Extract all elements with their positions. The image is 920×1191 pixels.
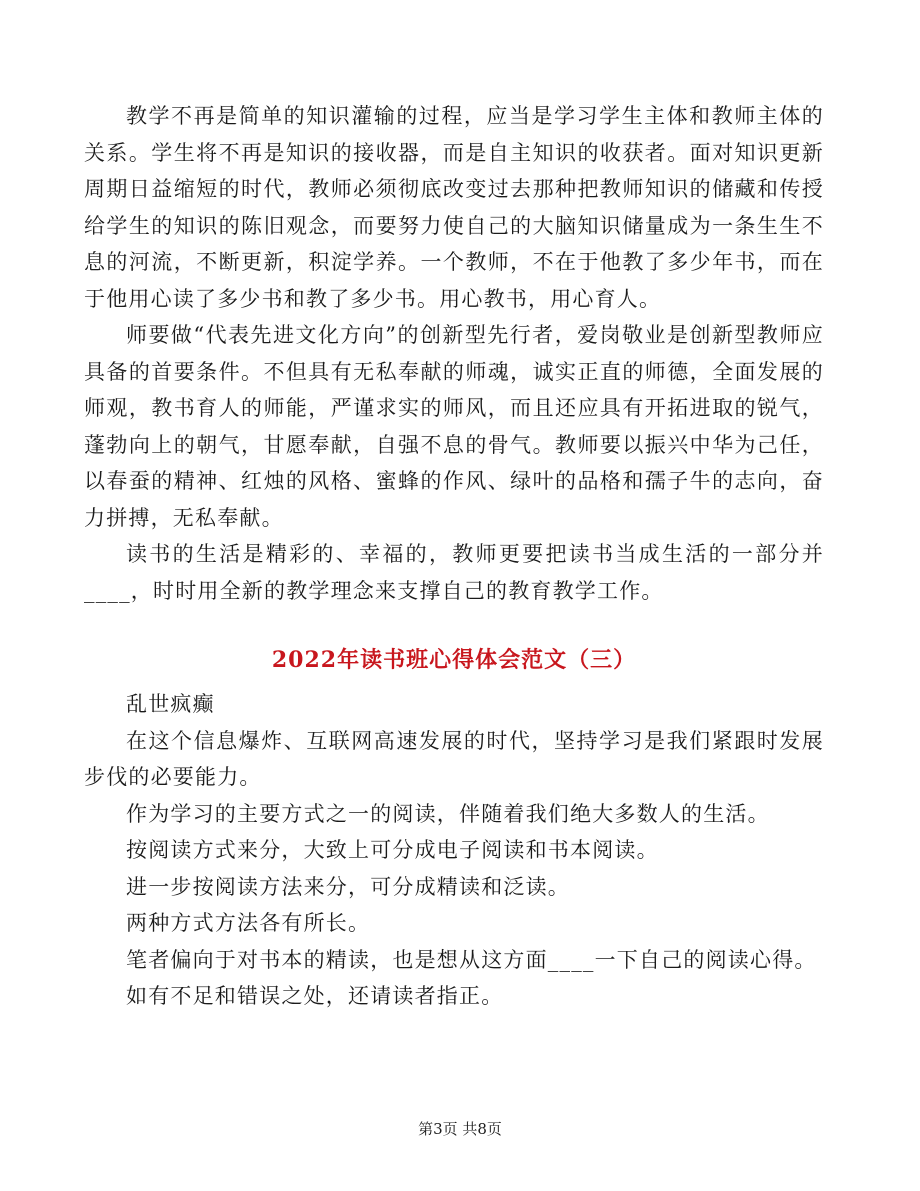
- body-paragraph: 笔者偏向于对书本的精读，也是想从这方面____一下自己的阅读心得。: [126, 947, 817, 972]
- body-paragraph: 按阅读方式来分，大致上可分成电子阅读和书本阅读。: [126, 838, 659, 862]
- body-paragraph: 如有不足和错误之处，还请读者指正。: [126, 984, 504, 1008]
- body-paragraph: 师要做“代表先进文化方向”的创新型先行者，爱岗敬业是创新型教师应具备的首要条件。不但具有无私奉献的师魂，诚实正直的师德，全面发展的师观，教书育人的师能，严谨求实的师风，而且还应具有开拓进取的锐气，蓬勃向上的朝气，甘愿奉献，自强不息的骨气。教师要以振兴中华为己任，以春蚕的精神、红烛的风格、蜜蜂的作风、绿叶的品格和孺子牛的志向，奋力拼搏，无私奉献。: [84, 323, 824, 530]
- section-heading: 2022年读书班心得体会范文（三）: [271, 647, 637, 673]
- body-paragraph: 教学不再是简单的知识灌输的过程，应当是学习学生主体和教师主体的关系。学生将不再是知识的接收器，而是自主知识的收获者。面对知识更新周期日益缩短的时代，教师必须彻底改变过去那种把教师知识的储藏和传授给学生的知识的陈旧观念，而要努力使自己的大脑知识储量成为一条生生不息的河流，不断更新，积淀学养。一个教师，不在于他教了多少年书，而在于他用心读了多少书和教了多少书。用心教书，用心育人。: [84, 104, 824, 311]
- body-paragraph: 在这个信息爆炸、互联网高速发展的时代，坚持学习是我们紧跟时发展步伐的必要能力。: [84, 728, 824, 789]
- body-paragraph: 乱世疯癫: [126, 692, 215, 716]
- section-body: [84, 686, 824, 1015]
- body-paragraph: 进一步按阅读方法来分，可分成精读和泛读。: [126, 874, 570, 899]
- body-paragraph: 读书的生活是精彩的、幸福的，教师更要把读书当成生活的一部分并____，时时用全新的教学理念来支撑自己的教育教学工作。: [84, 542, 824, 603]
- document-page: [84, 98, 824, 1008]
- body-paragraph: 两种方式方法各有所长。: [126, 911, 371, 935]
- page-footer: 第3页 共8页: [418, 1120, 502, 1138]
- body-paragraph: 作为学习的主要方式之一的阅读，伴随着我们绝大多数人的生活。: [126, 801, 770, 826]
